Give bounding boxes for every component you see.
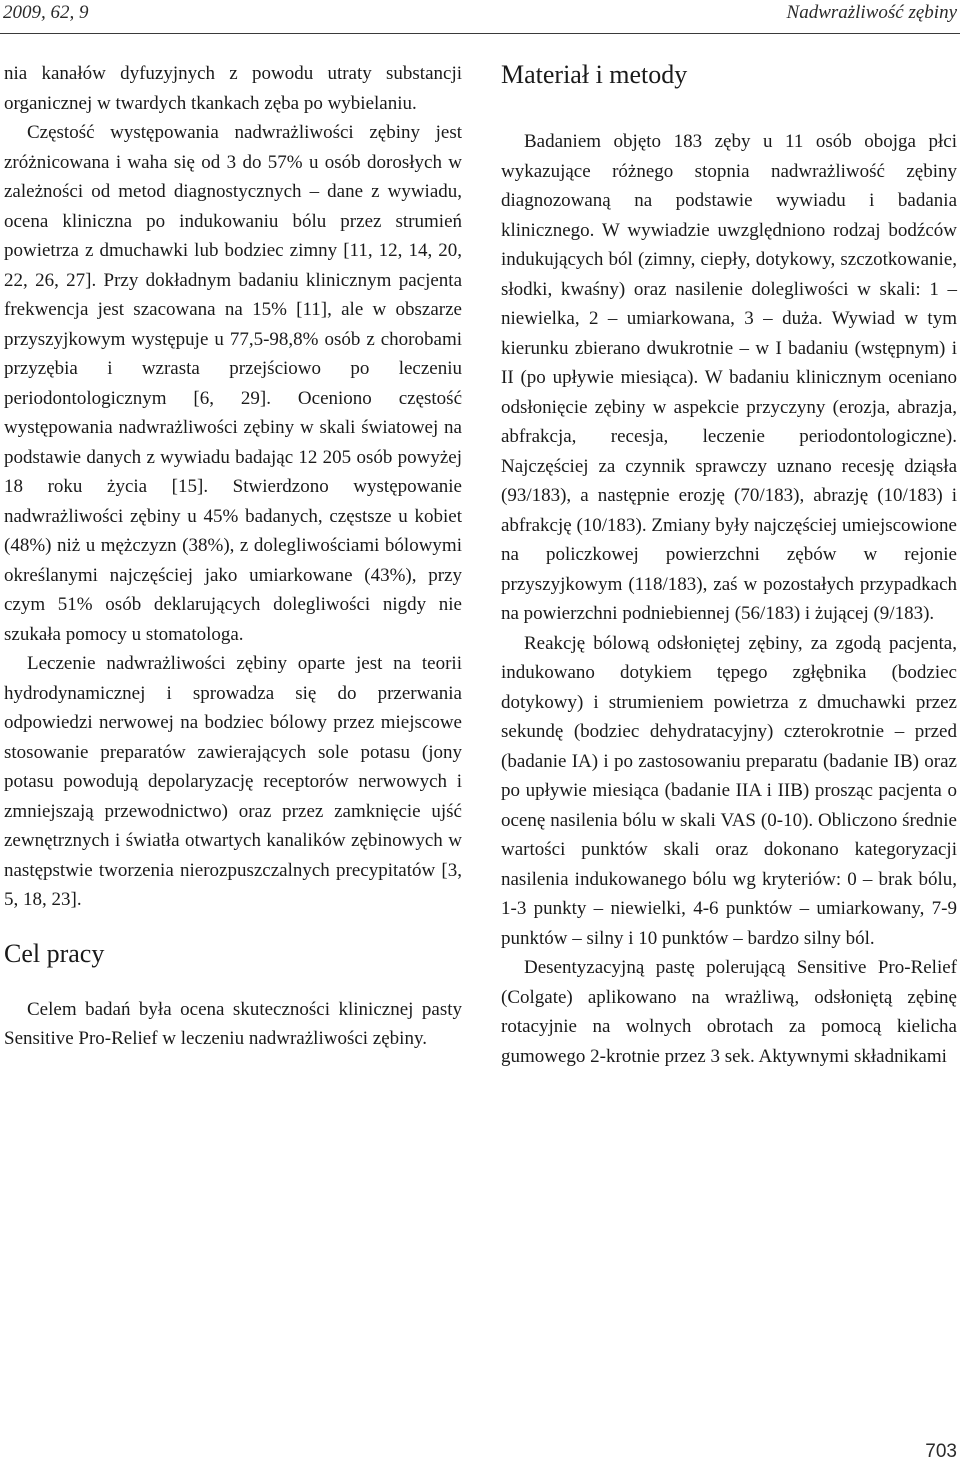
paragraph: Badaniem objęto 183 zęby u 11 osób obojga płci wykazujące różnego stopnia nadwrażliwość zębiny diagnozowaną na podstawie wywiadu i badania klinicznego. W wywiadzie uwzględniono rodzaj bodźców indukujących ból (zimny, ciepły, dotykowy, szczotkowanie, słodki, kwaśny) oraz nasilenie dolegliwości w skali: 1 – niewielka, 2 – umiarkowana, 3 – duża. Wywiad w tym kierunku zbierano dwukrotnie – w I badaniu (wstępnym) i II (po upływie miesiąca). W badaniu klinicznym oceniano odsłonięcie zębiny w aspekcie przyczyny (erozja, abrazja, abfrakcja, recesja, leczenie periodontologiczne). Najczęściej za czynnik sprawczy uznano recesję dziąsła (93/183), a następnie erozję (70/183), abrazję (10/183) i abfrakcję (10/183). Zmiany były najczęściej umiejscowione na policzkowej powierzchni zębów w rejonie przyszyjkowym (118/183), zaś w pozostałych przypadkach na powierzchni podniebiennej (56/183) i żującej (9/183). [501, 131, 957, 624]
paragraph: Leczenie nadwrażliwości zębiny oparte jest na teorii hydrodynamicznej i sprowadza się do przerwania odpowiedzi nerwowej na bodziec bólowy przez miejscowe stosowanie preparatów zawierających sole potasu (jony potasu powodują depolaryzację receptorów nerwowych i zmniejszają przewodnictwo) oraz przez zamknięcie ujść zewnętrznych i światła otwartych kanalików zębinowych w następstwie tworzenia nierozpuszczalnych precypitatów [3, 5, 18, 23]. [4, 653, 462, 910]
header-rule [0, 33, 960, 34]
paragraph: nia kanałów dyfuzyjnych z powodu utraty substancji organicznej w twardych tkankach zęba po wybielaniu. [4, 63, 462, 114]
left-column [4, 59, 462, 1054]
section-heading-methods: Materiał i metody [501, 60, 688, 89]
section-heading-aim: Cel pracy [4, 938, 105, 968]
paragraph: Celem badań była ocena skuteczności klinicznej pasty Sensitive Pro-Relief w leczeniu nadwrażliwości zębiny. [4, 998, 462, 1049]
right-column [501, 59, 957, 1071]
paragraph: Reakcję bólową odsłoniętej zębiny, za zgodą pacjenta, indukowano dotykiem tępego zgłębnika (bodziec dotykowy) i strumieniem powietrza z dmuchawki przez sekundę (bodziec dehydratacyjny) czterokrotnie – przed (badanie IA) i po zastosowaniu preparatu (badanie IB) oraz po upływie miesiąca (badanie IIA i IIB) prosząc pacjenta o ocenę nasilenia bólu w skali VAS (0-10). Obliczono średnie wartości punktów skali oraz dokonano kategoryzacji nasilenia indukowanego bólu wg kryteriów: 0 – brak bólu, 1-3 punkty – niewielki, 4-6 punktów – umiarkowany, 7-9 punktów – silny i 10 punktów – bardzo silny ból. [501, 632, 957, 949]
page-number: 703 [925, 1441, 957, 1462]
paragraph: Desentyzacyjną pastę polerującą Sensitive Pro-Relief (Colgate) aplikowano na wrażliwą, odsłoniętą zębinę rotacyjnie na wolnych obrotach za pomocą kielicha gumowego 2-krotnie przez 3 sek. Aktywnymi składnikami [501, 957, 957, 1067]
journal-citation: 2009, 62, 9 [3, 2, 89, 23]
running-title: Nadwrażliwość zębiny [786, 2, 957, 23]
paragraph: Częstość występowania nadwrażliwości zębiny jest zróżnicowana i waha się od 3 do 57% u osób dorosłych w zależności od metod diagnostycznych – dane z wywiadu, ocena kliniczna po indukowaniu bólu przez strumień powietrza z dmuchawki lub bodziec zimny [11, 12, 14, 20, 22, 26, 27]. Przy dokładnym badaniu klinicznym pacjenta frekwencja jest szacowana na 15% [11], ale w obszarze przyszyjkowym występuje u 77,5-98,8% osób z chorobami przyzębia i wzrasta przejściowo po leczeniu periodontologicznym [6, 29]. Oceniono częstość występowania nadwrażliwości zębiny w skali światowej na podstawie danych z wywiadu badając 12 205 osób powyżej 18 roku życia [15]. Stwierdzono występowanie nadwrażliwości zębiny u 45% badanych, częstsze u kobiet (48%) niż u mężczyzn (38%), z dolegliwościami bólowymi określanymi najczęściej jako umiarkowane (43%), przy czym 51% osób deklarujących dolegliwości nigdy nie szukała pomocy u stomatologa. [4, 122, 462, 645]
